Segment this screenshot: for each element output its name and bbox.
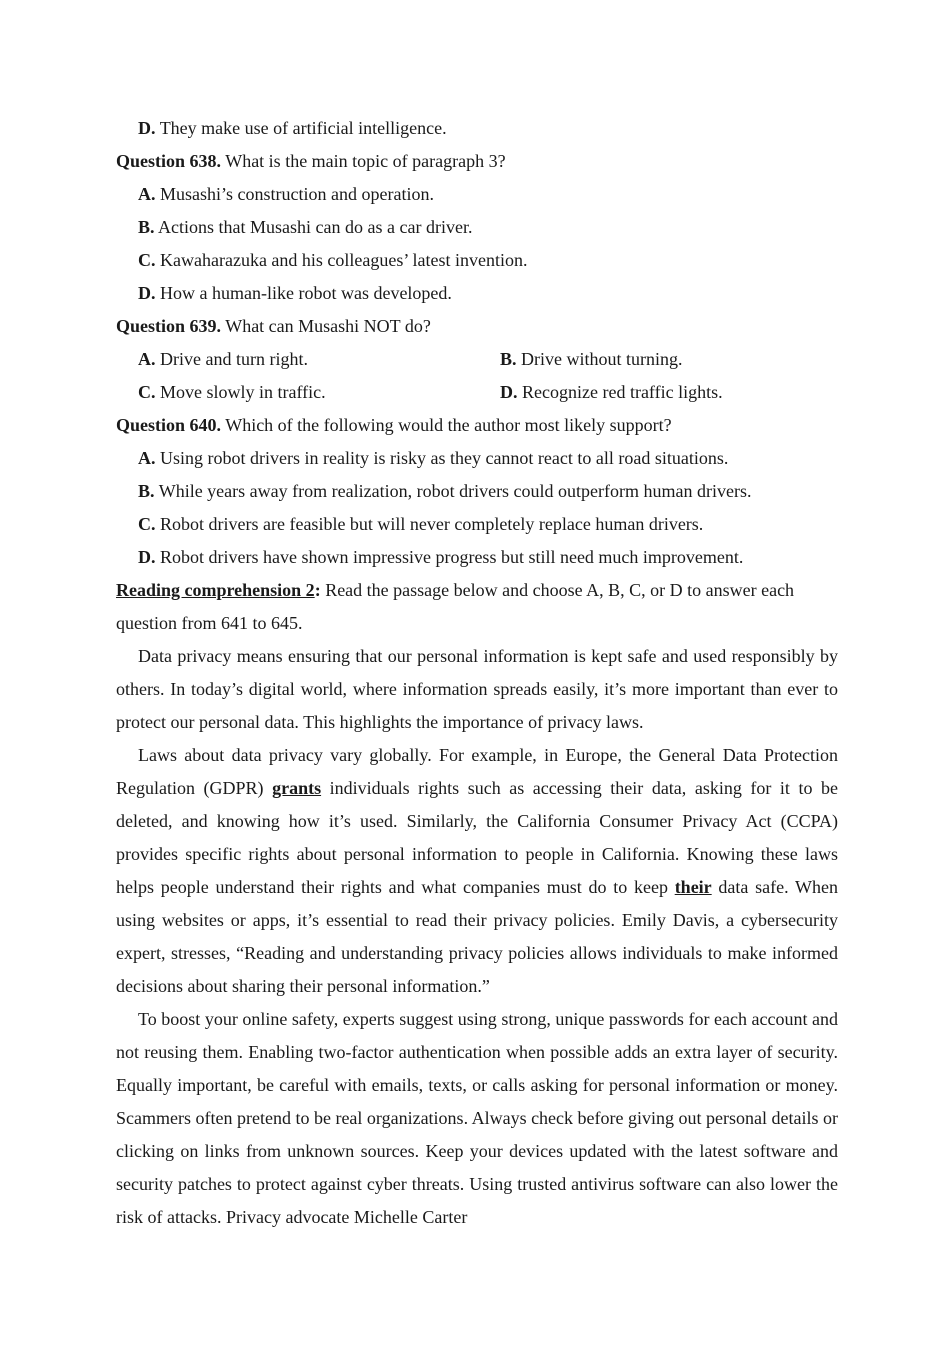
option-text: Drive and turn right. [160,349,308,369]
passage-paragraph-1: Data privacy means ensuring that our personal information is kept safe and used responsibly by others. In today’s digital world, where information spreads easily, it’s more important than ever to protect our personal data. This highlights the importance of privacy laws. [116,646,838,732]
q639-option-c [116,376,478,409]
question-label: Question 639. [116,316,222,336]
option-text: While years away from realization, robot drivers could outperform human drivers. [158,481,752,501]
option-letter: C. [138,250,156,270]
option-letter: B. [138,217,155,237]
paragraph-text: individuals rights such as accessing their data, asking for it to be deleted, and knowing how it’s used. Similarly, the California Consumer Privacy Act (CCPA) provides specific rights about personal information to people in California. Knowing these laws helps people understand their rights and what companies must do to keep [116,778,838,897]
passage-paragraph-3: To boost your online safety, experts suggest using strong, unique passwords for each account and not reusing them. Enabling two-factor authentication when possible adds an extra layer of security. Equally important, be careful with emails, texts, or calls asking for personal information or money. Scammers often pretend to be real organizations. Always check before giving out personal details or clicking on links from unknown sources. Keep your devices updated with the latest software and security patches to protect against cyber threats. Using trusted antivirus software can also lower the risk of attacks. Privacy advocate Michelle Carter [116,1009,838,1227]
q640-option-a [116,442,838,475]
option-text: Robot drivers are feasible but will never completely replace human drivers. [160,514,704,534]
option-letter: A. [138,349,156,369]
q640-option-b [116,475,838,508]
option-letter: C. [138,514,156,534]
q638-option-a [116,178,838,211]
option-letter: D. [500,382,518,402]
option-text: Drive without turning. [521,349,683,369]
q640-option-c [116,508,838,541]
underlined-word-their: their [674,877,712,897]
option-text: Move slowly in traffic. [160,382,326,402]
question-638 [116,145,838,178]
underlined-word-grants: grants [272,778,322,798]
passage-paragraph-2 [116,739,838,1003]
option-text: Using robot drivers in reality is risky as they cannot react to all road situations. [160,448,729,468]
option-text: How a human-like robot was developed. [160,283,452,303]
reading-2-instruction-cont [116,607,838,640]
option-letter: D. [138,547,156,567]
question-prompt: What can Musashi NOT do? [225,316,431,336]
q637-option-d [116,112,838,145]
q639-option-b [478,343,838,376]
option-text: Recognize red traffic lights. [522,382,723,402]
option-text: They make use of artificial intelligence. [159,118,447,138]
paragraph-text: Laws about data privacy vary globally. For example, in Europe, the General Data Protection Regulation (GDPR) [116,745,838,798]
question-label: Question 638. [116,151,222,171]
option-letter: A. [138,184,156,204]
question-640 [116,409,838,442]
document-page [116,112,838,1234]
q638-option-b [116,211,838,244]
option-letter: B. [138,481,155,501]
paragraph-text: data safe. When using websites or apps, it’s essential to read their privacy policies. Emily Davis, a cybersecurity expert, stresses, “Reading and understanding privacy policies allows individuals to make informed decisions about sharing their personal information.” [116,877,838,996]
heading-colon: : [314,580,321,600]
option-text: Musashi’s construction and operation. [160,184,434,204]
question-label: Question 640. [116,415,222,435]
option-letter: A. [138,448,156,468]
option-text: Robot drivers have shown impressive progress but still need much improvement. [160,547,744,567]
option-letter: C. [138,382,156,402]
q638-option-d [116,277,838,310]
section-heading: Reading comprehension 2 [116,580,315,600]
question-prompt: Which of the following would the author most likely support? [225,415,672,435]
q640-option-d [116,541,838,574]
question-prompt: What is the main topic of paragraph 3? [225,151,506,171]
q639-option-a [116,343,478,376]
q639-options-row-2 [116,376,838,409]
option-letter: B. [500,349,517,369]
instruction-text: question from 641 to 645. [116,613,303,633]
option-text: Actions that Musashi can do as a car driver. [158,217,473,237]
option-letter: D. [138,118,156,138]
q639-options-row-1 [116,343,838,376]
q638-option-c [116,244,838,277]
option-letter: D. [138,283,156,303]
reading-2-instruction [116,574,838,607]
question-639 [116,310,838,343]
q639-option-d [478,376,838,409]
instruction-text: Read the passage below and choose A, B, C, or D to answer each [320,580,795,600]
option-text: Kawaharazuka and his colleagues’ latest invention. [160,250,528,270]
